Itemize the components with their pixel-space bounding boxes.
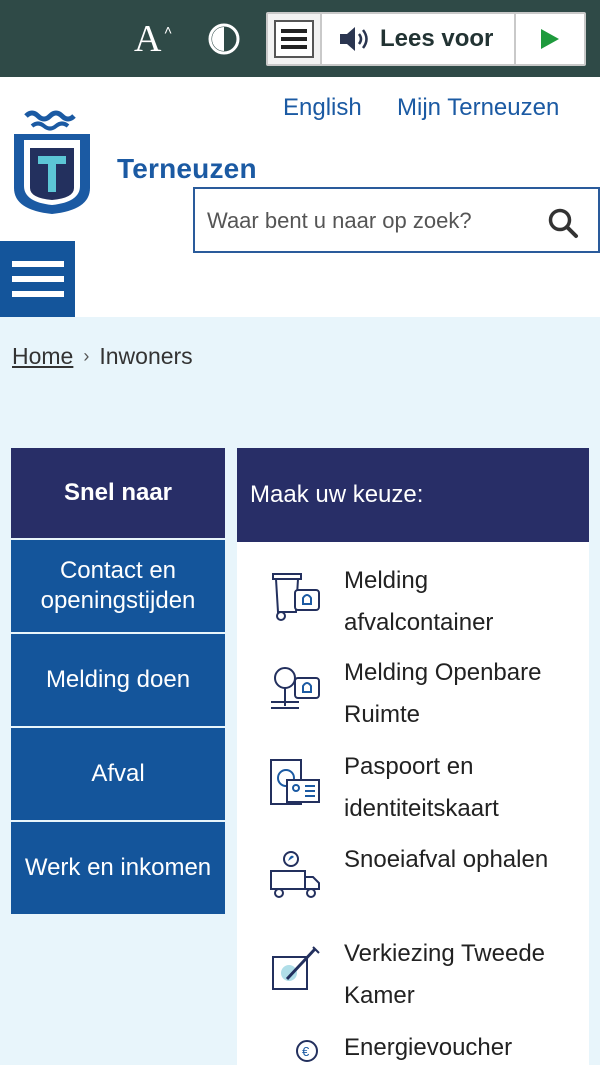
contrast-icon <box>207 22 241 56</box>
read-aloud-widget <box>266 12 586 66</box>
speaker-icon <box>338 25 372 53</box>
hamburger-icon <box>12 261 64 267</box>
accessibility-toolbar <box>0 0 600 77</box>
main-content <box>0 317 600 1065</box>
brand-name: Terneuzen <box>117 153 257 184</box>
keuze-item-label: Paspoort en identiteitskaart <box>344 753 499 822</box>
snel-item-afval[interactable]: Afval <box>11 728 225 820</box>
read-aloud-menu-button[interactable] <box>268 14 322 64</box>
search-bar <box>193 187 600 253</box>
breadcrumb-separator: › <box>83 346 90 366</box>
election-ballot-icon <box>267 943 323 999</box>
public-space-report-icon <box>267 662 323 718</box>
terneuzen-logo[interactable] <box>10 104 94 216</box>
snel-item-melding-doen[interactable]: Melding doen <box>11 634 225 726</box>
contrast-button[interactable] <box>207 22 241 56</box>
svg-text:€: € <box>302 1044 310 1059</box>
keuze-item-label: Verkiezing Tweede Kamer <box>344 940 546 1009</box>
snel-item-werk-inkomen[interactable]: Werk en inkomen <box>11 822 225 914</box>
energy-voucher-icon <box>267 1037 323 1065</box>
keuze-title: Maak uw keuze: <box>237 448 589 542</box>
coat-of-arms-icon <box>10 104 94 216</box>
english-link[interactable]: English <box>283 94 362 121</box>
snel-naar-panel <box>11 448 225 914</box>
font-size-icon: A <box>134 18 162 60</box>
keuze-item-label: Melding Openbare Ruimte <box>344 659 542 728</box>
waste-container-report-icon <box>267 570 323 626</box>
main-menu-button[interactable] <box>0 241 75 317</box>
breadcrumb <box>12 343 193 370</box>
breadcrumb-current: Inwoners <box>99 343 193 369</box>
font-size-button[interactable]: A ˄ <box>134 18 173 60</box>
play-icon <box>539 27 561 51</box>
keuze-item-label: Energievoucher <box>344 1034 513 1061</box>
keuze-item-label: Snoeiafval ophalen <box>344 846 549 873</box>
snel-naar-title: Snel naar <box>11 448 225 538</box>
maak-uw-keuze-panel <box>237 448 589 1065</box>
snel-item-contact[interactable]: Contact en openingstijden <box>11 540 225 632</box>
read-aloud-button[interactable] <box>322 14 516 64</box>
search-input[interactable] <box>207 203 527 239</box>
search-icon[interactable] <box>547 207 579 239</box>
pruning-waste-truck-icon <box>267 849 323 905</box>
breadcrumb-home-link[interactable]: Home <box>12 343 74 369</box>
keuze-item-label: Melding afvalcontainer <box>344 567 494 636</box>
mijn-terneuzen-link[interactable]: Mijn Terneuzen <box>397 94 560 121</box>
menu-icon <box>274 20 314 58</box>
read-aloud-label: Lees voor <box>380 25 494 52</box>
passport-id-icon <box>267 756 323 812</box>
play-button[interactable] <box>516 14 584 64</box>
